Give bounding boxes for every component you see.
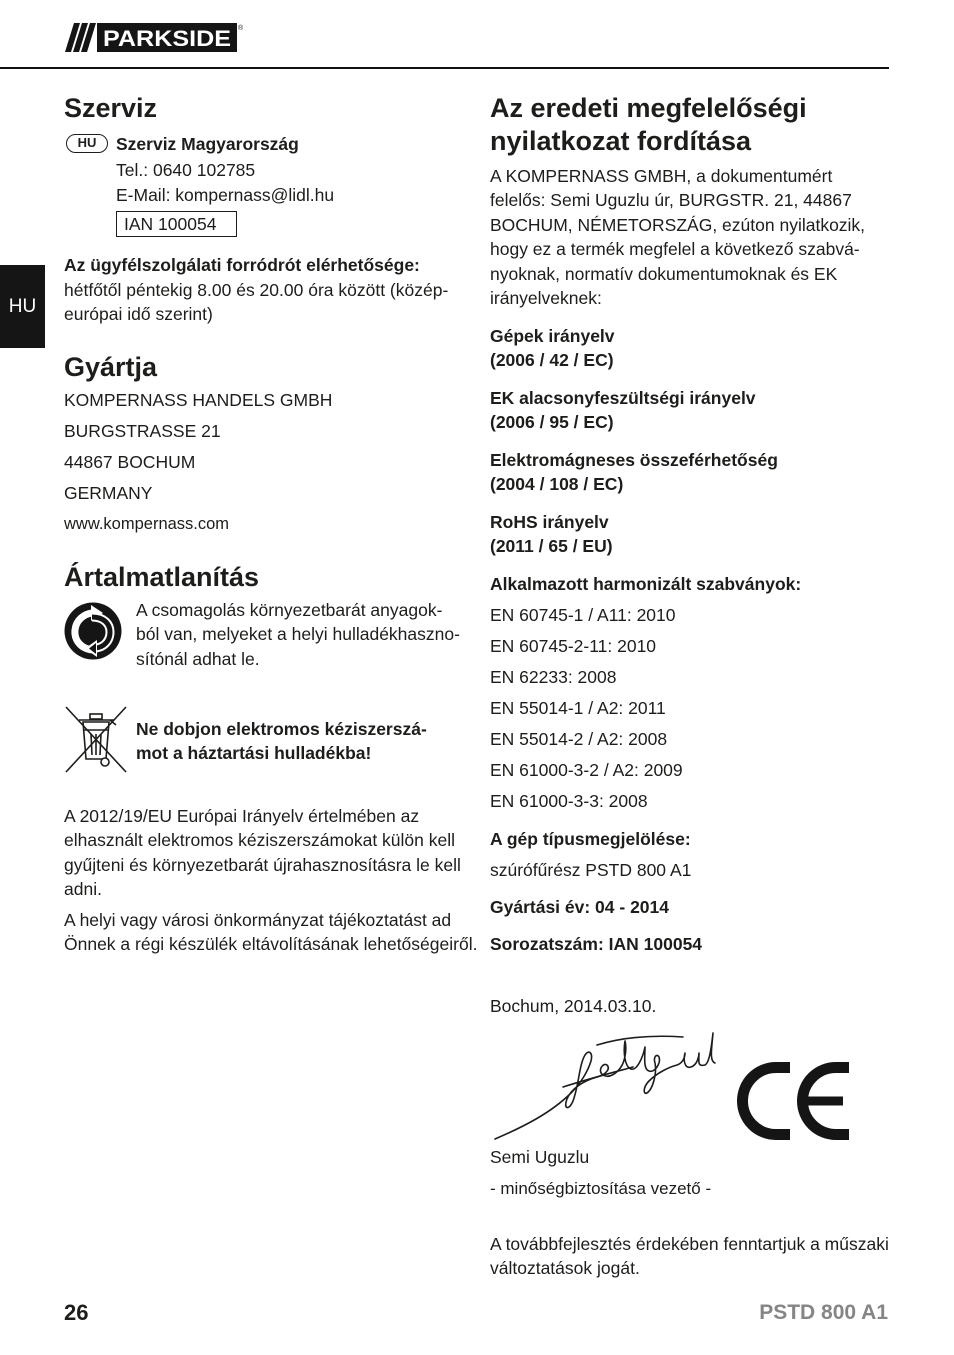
declaration-heading-line: nyilatkozat fordítása bbox=[490, 125, 752, 156]
intro-line: hogy ez a termék megfelel a következő szabvá- bbox=[490, 239, 860, 260]
service-email: E-Mail: kompernass@lidl.hu bbox=[116, 185, 335, 205]
weee-warning-line: mot a háztartási hulladékba! bbox=[136, 743, 372, 763]
declaration-heading-line: Az eredeti megfelelőségi bbox=[490, 92, 807, 123]
address-line: 44867 BOCHUM bbox=[64, 451, 196, 472]
packaging-line: sítónál adhat le. bbox=[136, 648, 260, 669]
intro-line: BOCHUM, NÉMETORSZÁG, ezúton nyilatkozik, bbox=[490, 214, 866, 235]
weee-directive-paragraph bbox=[64, 804, 461, 902]
declaration-intro bbox=[490, 164, 865, 311]
address-line: KOMPERNASS HANDELS GMBH bbox=[64, 389, 333, 410]
standard-item: EN 60745-2-11: 2010 bbox=[490, 635, 657, 656]
weee-warning bbox=[136, 717, 427, 765]
page-number: 26 bbox=[64, 1300, 89, 1325]
crossed-out-wheelie-bin-icon bbox=[64, 705, 128, 774]
intro-line: nyoknak, normatív dokumentumoknak és EK bbox=[490, 263, 838, 284]
paragraph-line: gyűjteni és környezetbarát újrahasznosításra le kell bbox=[64, 854, 461, 875]
hotline-title: Az ügyfélszolgálati forródrót elérhetősége: bbox=[64, 255, 420, 275]
country-badge: HU bbox=[66, 134, 108, 153]
hotline-block bbox=[64, 253, 448, 327]
standard-item: EN 61000-3-2 / A2: 2009 bbox=[490, 759, 683, 780]
hotline-hours-line: európai idő szerint) bbox=[64, 304, 213, 324]
directive-code: (2011 / 65 / EU) bbox=[490, 536, 613, 556]
note-line: változtatások jogát. bbox=[490, 1258, 640, 1278]
paragraph-line: adni. bbox=[64, 879, 102, 900]
registered-mark: ® bbox=[238, 25, 243, 32]
brand-wordmark: PARKSIDE bbox=[103, 26, 231, 51]
service-center-name: Szerviz Magyarország bbox=[116, 134, 299, 154]
standards-list bbox=[490, 600, 683, 817]
intro-line: A KOMPERNASS GMBH, a dokumentumért bbox=[490, 165, 833, 186]
parkside-logo bbox=[65, 22, 243, 53]
standard-item: EN 55014-1 / A2: 2011 bbox=[490, 697, 666, 718]
address-line: BURGSTRASSE 21 bbox=[64, 420, 221, 441]
language-tab-label: HU bbox=[8, 296, 37, 317]
directive-item bbox=[490, 324, 615, 372]
directive-name: EK alacsonyfeszültségi irányelv bbox=[490, 388, 756, 408]
standards-title: Alkalmazott harmonizált szabványok: bbox=[490, 574, 802, 594]
paragraph-line: A helyi vagy városi önkormányzat tájékoztatást ad bbox=[64, 909, 452, 930]
header-rule bbox=[0, 67, 889, 69]
packaging-text bbox=[136, 598, 460, 672]
standard-item: EN 60745-1 / A11: 2010 bbox=[490, 604, 676, 625]
technical-change-note bbox=[490, 1232, 889, 1280]
directive-code: (2004 / 108 / EC) bbox=[490, 474, 624, 494]
weee-warning-line: Ne dobjon elektromos kéziszerszá- bbox=[136, 719, 427, 739]
hotline-hours-line: hétfőtől péntekig 8.00 és 20.00 óra között (közép- bbox=[64, 279, 449, 300]
type-designation-title: A gép típusmegjelölése: bbox=[490, 829, 691, 849]
directive-item bbox=[490, 448, 778, 496]
signer-name: Semi Uguzlu bbox=[490, 1147, 590, 1167]
manufacturer-website: www.kompernass.com bbox=[64, 514, 230, 533]
standard-item: EN 55014-2 / A2: 2008 bbox=[490, 728, 668, 749]
manufacture-year: Gyártási év: 04 - 2014 bbox=[490, 897, 670, 917]
service-phone: Tel.: 0640 102785 bbox=[116, 160, 256, 180]
packaging-line: ból van, melyeket a helyi hulladékhaszno- bbox=[136, 624, 460, 645]
paragraph-line: elhasznált elektromos kéziszerszámokat külön kell bbox=[64, 830, 455, 851]
disposal-info-paragraph bbox=[64, 908, 477, 957]
footer-model: PSTD 800 A1 bbox=[759, 1301, 888, 1324]
paragraph-line: A 2012/19/EU Európai Irányelv értelmében az bbox=[64, 805, 420, 826]
manufacturer-heading: Gyártja bbox=[64, 352, 158, 382]
intro-line: irányelveknek: bbox=[490, 288, 602, 309]
handwritten-signature bbox=[493, 1027, 719, 1143]
signer-role: - minőségbiztosítása vezető - bbox=[490, 1179, 712, 1198]
place-and-date: Bochum, 2014.03.10. bbox=[490, 996, 657, 1016]
packaging-line: A csomagolás környezetbarát anyagok- bbox=[136, 599, 443, 620]
directive-item bbox=[490, 386, 756, 434]
declaration-heading bbox=[490, 92, 807, 158]
manufacturer-address bbox=[64, 385, 332, 509]
directive-item bbox=[490, 510, 613, 558]
green-dot-recycling-icon bbox=[64, 602, 122, 660]
standard-item: EN 62233: 2008 bbox=[490, 666, 617, 687]
directive-code: (2006 / 42 / EC) bbox=[490, 350, 614, 370]
service-heading: Szerviz bbox=[64, 93, 158, 123]
ce-mark-icon bbox=[737, 1062, 849, 1140]
paragraph-line: Önnek a régi készülék eltávolításának lehetőségeiről. bbox=[64, 934, 478, 955]
type-designation-value: szúrófűrész PSTD 800 A1 bbox=[490, 860, 692, 880]
directive-name: Gépek irányelv bbox=[490, 326, 615, 346]
intro-line: felelős: Semi Uguzlu úr, BURGSTR. 21, 44867 bbox=[490, 190, 852, 211]
serial-number: Sorozatszám: IAN 100054 bbox=[490, 934, 703, 954]
note-line: A továbbfejlesztés érdekében fenntartjuk a műszaki bbox=[490, 1234, 889, 1254]
address-line: GERMANY bbox=[64, 482, 153, 503]
language-tab bbox=[0, 265, 45, 348]
directive-name: Elektromágneses összeférhetőség bbox=[490, 450, 778, 470]
standard-item: EN 61000-3-3: 2008 bbox=[490, 790, 648, 811]
service-contact bbox=[116, 158, 334, 208]
directive-name: RoHS irányelv bbox=[490, 512, 609, 532]
directive-code: (2006 / 95 / EC) bbox=[490, 412, 614, 432]
disposal-heading: Ártalmatlanítás bbox=[64, 562, 260, 592]
ian-box: IAN 100054 bbox=[116, 211, 237, 237]
